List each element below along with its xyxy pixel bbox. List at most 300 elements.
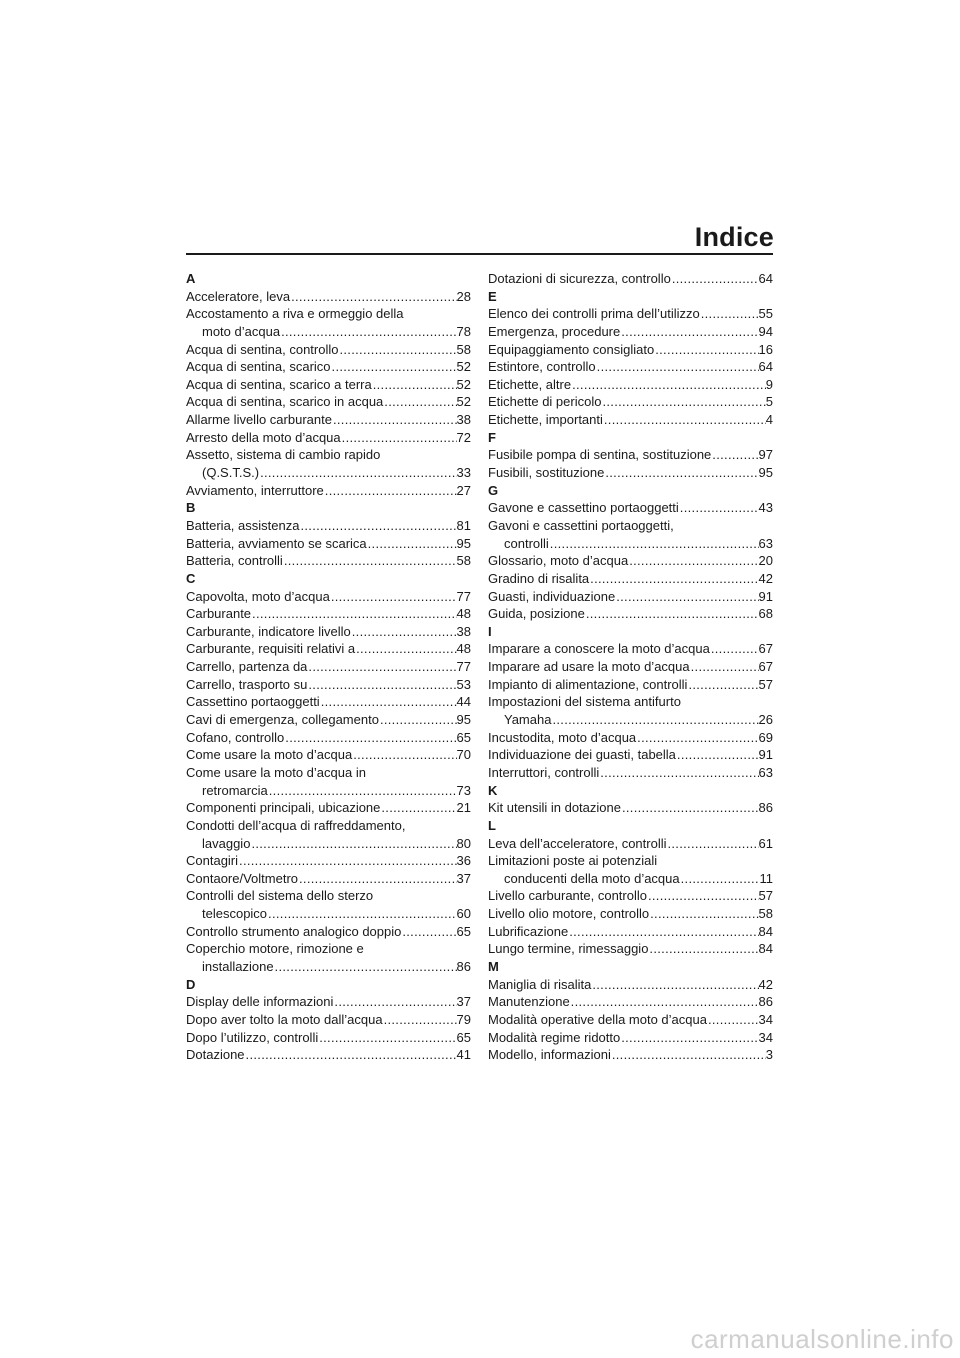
section-letter: A (186, 271, 196, 286)
index-entry (488, 605, 773, 623)
entry-label: Livello carburante, controllo (488, 888, 647, 904)
dot-leader (341, 429, 457, 447)
index-entry (186, 658, 471, 676)
dot-leader (679, 499, 759, 517)
dot-leader (290, 288, 456, 306)
dot-leader (647, 887, 759, 905)
dot-leader (380, 799, 456, 817)
entry-label: Fusibile pompa di sentina, sostituzione (488, 447, 712, 463)
page-number: 9 (765, 376, 773, 392)
index-entry (488, 499, 773, 517)
index-entry (488, 1029, 773, 1047)
dot-leader (238, 852, 457, 870)
dot-leader (383, 393, 456, 411)
dot-leader (352, 746, 456, 764)
index-entry (186, 746, 471, 764)
entry-label: Maniglia di risalita (488, 976, 592, 992)
dot-leader (372, 376, 457, 394)
page-number: 81 (456, 517, 471, 533)
index-entry (488, 835, 773, 853)
page-number: 61 (758, 835, 773, 851)
page-number: 48 (456, 606, 471, 622)
entry-label: Cavi di emergenza, collegamento (186, 712, 379, 728)
dot-leader (383, 1011, 457, 1029)
entry-label: Acqua di sentina, scarico in acqua (186, 394, 384, 410)
index-entry (488, 376, 773, 394)
page-number: 65 (456, 729, 471, 745)
index-entry (488, 588, 773, 606)
dot-leader (654, 341, 758, 359)
entry-label: controlli (504, 535, 549, 551)
entry-label: Dotazioni di sicurezza, controllo (488, 271, 671, 286)
dot-leader (320, 693, 457, 711)
dot-leader (636, 729, 758, 747)
dot-leader (591, 976, 758, 994)
page-number: 84 (758, 941, 773, 957)
entry-label: Come usare la moto d’acqua (186, 747, 353, 763)
index-entry (186, 905, 471, 923)
dot-leader (355, 640, 456, 658)
index-entry (488, 976, 773, 994)
index-entry-text: Limitazioni poste ai potenziali (488, 853, 658, 869)
page-number: 53 (456, 676, 471, 692)
index-entry (488, 535, 773, 553)
dot-leader (332, 411, 457, 429)
dot-leader (351, 623, 457, 641)
page-number: 79 (456, 1011, 471, 1027)
entry-label: Imparare ad usare la moto d’acqua (488, 659, 690, 675)
entry-label: Carrello, partenza da (186, 659, 308, 675)
index-entry (186, 993, 471, 1011)
section-letter: D (186, 976, 196, 992)
page-number: 4 (765, 412, 773, 428)
index-entry (488, 1011, 773, 1029)
entry-label: Carburante, requisiti relativi a (186, 641, 356, 657)
index-entry (488, 640, 773, 658)
entry-label: Etichette, importanti (488, 412, 603, 428)
entry-label: Carburante, indicatore livello (186, 623, 351, 639)
index-entry (186, 517, 471, 535)
page-number: 52 (456, 394, 471, 410)
dot-leader (245, 1046, 457, 1064)
page-number: 67 (758, 641, 773, 657)
index-entry (488, 993, 773, 1011)
entry-label: Avviamento, interruttore (186, 482, 324, 498)
page-number: 57 (758, 676, 773, 692)
page-number: 63 (758, 764, 773, 780)
page-number: 86 (456, 958, 471, 974)
page-number: 52 (456, 376, 471, 392)
dot-leader (379, 711, 457, 729)
dot-leader (267, 905, 456, 923)
index-entry (488, 446, 773, 464)
entry-label: Cofano, controllo (186, 729, 285, 745)
entry-label: Livello olio motore, controllo (488, 906, 650, 922)
page-number: 73 (456, 782, 471, 798)
dot-leader (251, 605, 456, 623)
index-entry (488, 799, 773, 817)
page-number: 58 (456, 553, 471, 569)
index-entry (186, 799, 471, 817)
entry-label: Glossario, moto d’acqua (488, 553, 629, 569)
entry-label: Guasti, individuazione (488, 588, 616, 604)
dot-leader (307, 676, 456, 694)
entry-label: Impianto di alimentazione, controlli (488, 676, 688, 692)
page-number: 38 (456, 623, 471, 639)
index-entry (488, 323, 773, 341)
section-letter: K (488, 782, 498, 798)
page-number: 68 (758, 606, 773, 622)
page-number: 95 (456, 712, 471, 728)
page-number: 42 (758, 976, 773, 992)
page-number: 70 (456, 747, 471, 763)
index-column-left (186, 270, 471, 1064)
dot-leader (604, 464, 758, 482)
index-entry (186, 923, 471, 941)
page-number: 64 (758, 359, 773, 375)
entry-label: Incustodita, moto d’acqua (488, 729, 637, 745)
page-number: 78 (456, 323, 471, 339)
index-entry (186, 588, 471, 606)
dot-leader (585, 605, 759, 623)
index-entry-text: Coperchio motore, rimozione e (186, 941, 364, 957)
page-number: 95 (456, 535, 471, 551)
index-entry (186, 288, 471, 306)
section-letter: L (488, 817, 496, 833)
dot-leader (707, 1011, 759, 1029)
dot-leader (570, 993, 759, 1011)
dot-leader (603, 411, 766, 429)
index-entry (186, 782, 471, 800)
index-entry (488, 358, 773, 376)
page-number: 36 (456, 853, 471, 869)
entry-label: Contagiri (186, 853, 239, 869)
index-entry-text: Controlli del sistema dello sterzo (186, 888, 374, 904)
page-number: 3 (765, 1047, 773, 1063)
page-number: 60 (456, 906, 471, 922)
index-entry (186, 693, 471, 711)
entry-label: Guida, posizione (488, 606, 585, 622)
index-entry (488, 464, 773, 482)
dot-leader (621, 799, 759, 817)
entry-label: Etichette, altre (488, 376, 572, 392)
index-entry (488, 764, 773, 782)
page-number: 95 (758, 465, 773, 481)
entry-label: Emergenza, procedure (488, 323, 621, 339)
dot-leader (259, 464, 456, 482)
entry-label: conducenti della moto d’acqua (504, 870, 680, 886)
index-entry (488, 552, 773, 570)
dot-leader (250, 835, 456, 853)
entry-label: Carrello, trasporto su (186, 676, 308, 692)
entry-label: Gradino di risalita (488, 570, 590, 586)
section-letter: C (186, 570, 196, 586)
dot-leader (620, 323, 758, 341)
page-number: 38 (456, 412, 471, 428)
entry-label: Modello, informazioni (488, 1047, 611, 1063)
page-number: 34 (758, 1011, 773, 1027)
index-entry (186, 711, 471, 729)
section-letter: I (488, 623, 492, 639)
entry-label: Carburante (186, 606, 252, 622)
entry-label: lavaggio (202, 835, 251, 851)
entry-label: Leva dell’acceleratore, controlli (488, 835, 667, 851)
page-number: 58 (758, 906, 773, 922)
index-entry (488, 570, 773, 588)
index-entry (186, 323, 471, 341)
index-entry (186, 341, 471, 359)
dot-leader (568, 923, 758, 941)
page-number: 63 (758, 535, 773, 551)
entry-label: Gavone e cassettino portaoggetti (488, 500, 679, 516)
page-number: 91 (758, 588, 773, 604)
page-number: 86 (758, 800, 773, 816)
dot-leader (611, 1046, 766, 1064)
section-letter: G (488, 482, 499, 498)
index-entry (186, 729, 471, 747)
index-entry (186, 1046, 471, 1064)
index-entry (186, 958, 471, 976)
dot-leader (274, 958, 457, 976)
index-entry (186, 376, 471, 394)
index-entry (488, 905, 773, 923)
page-number: 20 (758, 553, 773, 569)
dot-leader (700, 305, 759, 323)
page-number: 42 (758, 570, 773, 586)
section-letter: E (488, 288, 497, 304)
dot-leader (401, 923, 456, 941)
page-number: 77 (456, 588, 471, 604)
index-entry (488, 305, 773, 323)
dot-leader (551, 711, 758, 729)
index-entry (488, 658, 773, 676)
index-entry (488, 923, 773, 941)
page-number: 11 (759, 870, 773, 886)
dot-leader (283, 552, 457, 570)
page-number: 44 (456, 694, 471, 710)
page-number: 91 (758, 747, 773, 763)
dot-leader (268, 782, 457, 800)
section-letter: M (488, 958, 499, 974)
index-entry (186, 464, 471, 482)
index-entry (488, 411, 773, 429)
entry-label: Equipaggiamento consigliato (488, 341, 655, 357)
page-number: 64 (758, 271, 773, 286)
dot-leader (666, 835, 758, 853)
section-letter: B (186, 500, 196, 516)
index-entry (186, 393, 471, 411)
dot-leader (333, 993, 456, 1011)
dot-leader (549, 535, 759, 553)
page-number: 41 (456, 1047, 471, 1063)
page-number: 55 (758, 306, 773, 322)
entry-label: Estintore, controllo (488, 359, 596, 375)
index-entry (186, 640, 471, 658)
page-number: 33 (456, 465, 471, 481)
index-entry (186, 482, 471, 500)
dot-leader (601, 393, 765, 411)
page-number: 5 (765, 394, 773, 410)
entry-label: Acqua di sentina, scarico a terra (186, 376, 372, 392)
entry-label: Kit utensili in dotazione (488, 800, 621, 816)
entry-label: Dopo l’utilizzo, controlli (186, 1029, 319, 1045)
entry-label: Dopo aver tolto la moto dall’acqua (186, 1011, 383, 1027)
entry-label: Modalità operative della moto d’acqua (488, 1011, 707, 1027)
entry-label: Batteria, controlli (186, 553, 283, 569)
entry-label: Componenti principali, ubicazione (186, 800, 381, 816)
index-entry (186, 1029, 471, 1047)
index-entry-text: Gavoni e cassettini portaoggetti, (488, 517, 674, 533)
page-number: 34 (758, 1029, 773, 1045)
index-entry (488, 746, 773, 764)
index-entry (488, 676, 773, 694)
entry-label: Imparare a conoscere la moto d’acqua (488, 641, 710, 657)
entry-label: Arresto della moto d’acqua (186, 429, 341, 445)
dot-leader (687, 676, 758, 694)
page-number: 27 (456, 482, 471, 498)
entry-label: Acceleratore, leva (186, 288, 291, 304)
entry-label: Batteria, assistenza (186, 517, 300, 533)
entry-label: Fusibili, sostituzione (488, 465, 605, 481)
dot-leader (649, 905, 758, 923)
entry-label: Elenco dei controlli prima dell’utilizzo (488, 306, 700, 322)
entry-label: Allarme livello carburante (186, 412, 332, 428)
dot-leader (318, 1029, 456, 1047)
dot-leader (280, 323, 456, 341)
index-entry-text: Accostamento a riva e ormeggio della (186, 306, 404, 322)
page-number: 69 (758, 729, 773, 745)
index-entry (488, 1046, 773, 1064)
dot-leader (620, 1029, 758, 1047)
page-number: 48 (456, 641, 471, 657)
dot-leader (671, 270, 759, 288)
page-title: Indice (694, 222, 774, 252)
dot-leader (284, 729, 456, 747)
dot-leader (680, 870, 760, 888)
page-number: 21 (456, 800, 471, 816)
section-letter: F (488, 429, 496, 445)
page-number: 80 (456, 835, 471, 851)
index-entry (488, 711, 773, 729)
index-entry (488, 887, 773, 905)
entry-label: (Q.S.T.S.) (202, 465, 260, 481)
page-number: 72 (456, 429, 471, 445)
index-entry-text: Impostazioni del sistema antifurto (488, 694, 681, 710)
page-number: 37 (456, 994, 471, 1010)
index-entry (186, 429, 471, 447)
entry-label: Display delle informazioni (186, 994, 334, 1010)
dot-leader (307, 658, 456, 676)
entry-label: Controllo strumento analogico doppio (186, 923, 402, 939)
index-entry (488, 341, 773, 359)
dot-leader (710, 640, 759, 658)
dot-leader (324, 482, 457, 500)
index-entry (186, 358, 471, 376)
page-number: 43 (758, 500, 773, 516)
index-entry (186, 870, 471, 888)
index-entry (488, 729, 773, 747)
index-entry (186, 835, 471, 853)
page-number: 57 (758, 888, 773, 904)
dot-leader (571, 376, 766, 394)
entry-label: Lungo termine, rimessaggio (488, 941, 649, 957)
entry-label: installazione (202, 958, 274, 974)
dot-leader (299, 517, 456, 535)
dot-leader (298, 870, 457, 888)
entry-label: moto d’acqua (202, 323, 281, 339)
dot-leader (330, 588, 457, 606)
page-number: 77 (456, 659, 471, 675)
index-entry-text: Assetto, sistema di cambio rapido (186, 447, 381, 463)
entry-label: Modalità regime ridotto (488, 1029, 621, 1045)
index-entry (488, 270, 773, 288)
page-number: 58 (456, 341, 471, 357)
index-column-right (488, 270, 773, 1064)
page-number: 37 (456, 870, 471, 886)
page-number: 97 (758, 447, 773, 463)
page-number: 16 (758, 341, 773, 357)
entry-label: Cassettino portaoggetti (186, 694, 320, 710)
entry-label: Batteria, avviamento se scarica (186, 535, 367, 551)
index-entry (186, 676, 471, 694)
index-entry (186, 623, 471, 641)
page-number: 84 (758, 923, 773, 939)
entry-label: Etichette di pericolo (488, 394, 602, 410)
dot-leader (338, 341, 456, 359)
page-number: 28 (456, 288, 471, 304)
page-number: 86 (758, 994, 773, 1010)
dot-leader (690, 658, 759, 676)
index-entry (186, 852, 471, 870)
index-entry (186, 1011, 471, 1029)
entry-label: Manutenzione (488, 994, 570, 1010)
index-entry (186, 535, 471, 553)
entry-label: Acqua di sentina, scarico (186, 359, 331, 375)
dot-leader (711, 446, 758, 464)
index-entry (488, 940, 773, 958)
entry-label: Contaore/Voltmetro (186, 870, 299, 886)
title-rule (186, 253, 773, 255)
entry-label: Individuazione dei guasti, tabella (488, 747, 676, 763)
index-entry-text: Condotti dell’acqua di raffreddamento, (186, 817, 406, 833)
dot-leader (599, 764, 758, 782)
index-entry-text: Come usare la moto d’acqua in (186, 764, 366, 780)
index-entry (488, 870, 773, 888)
entry-label: Acqua di sentina, controllo (186, 341, 339, 357)
index-entry (186, 552, 471, 570)
dot-leader (676, 746, 759, 764)
page-number: 65 (456, 1029, 471, 1045)
dot-leader (615, 588, 758, 606)
entry-label: Dotazione (186, 1047, 245, 1063)
entry-label: retromarcia (202, 782, 268, 798)
page-number: 52 (456, 359, 471, 375)
dot-leader (331, 358, 457, 376)
page-number: 94 (758, 323, 773, 339)
watermark: carmanualsonline.info (690, 1324, 954, 1354)
index-entry (186, 411, 471, 429)
entry-label: Capovolta, moto d’acqua (186, 588, 330, 604)
page-number: 26 (758, 712, 773, 728)
dot-leader (589, 570, 758, 588)
page-number: 65 (456, 923, 471, 939)
dot-leader (596, 358, 759, 376)
index-entry (186, 605, 471, 623)
dot-leader (367, 535, 457, 553)
entry-label: Interruttori, controlli (488, 764, 600, 780)
index-entry (488, 393, 773, 411)
entry-label: Lubrificazione (488, 923, 569, 939)
